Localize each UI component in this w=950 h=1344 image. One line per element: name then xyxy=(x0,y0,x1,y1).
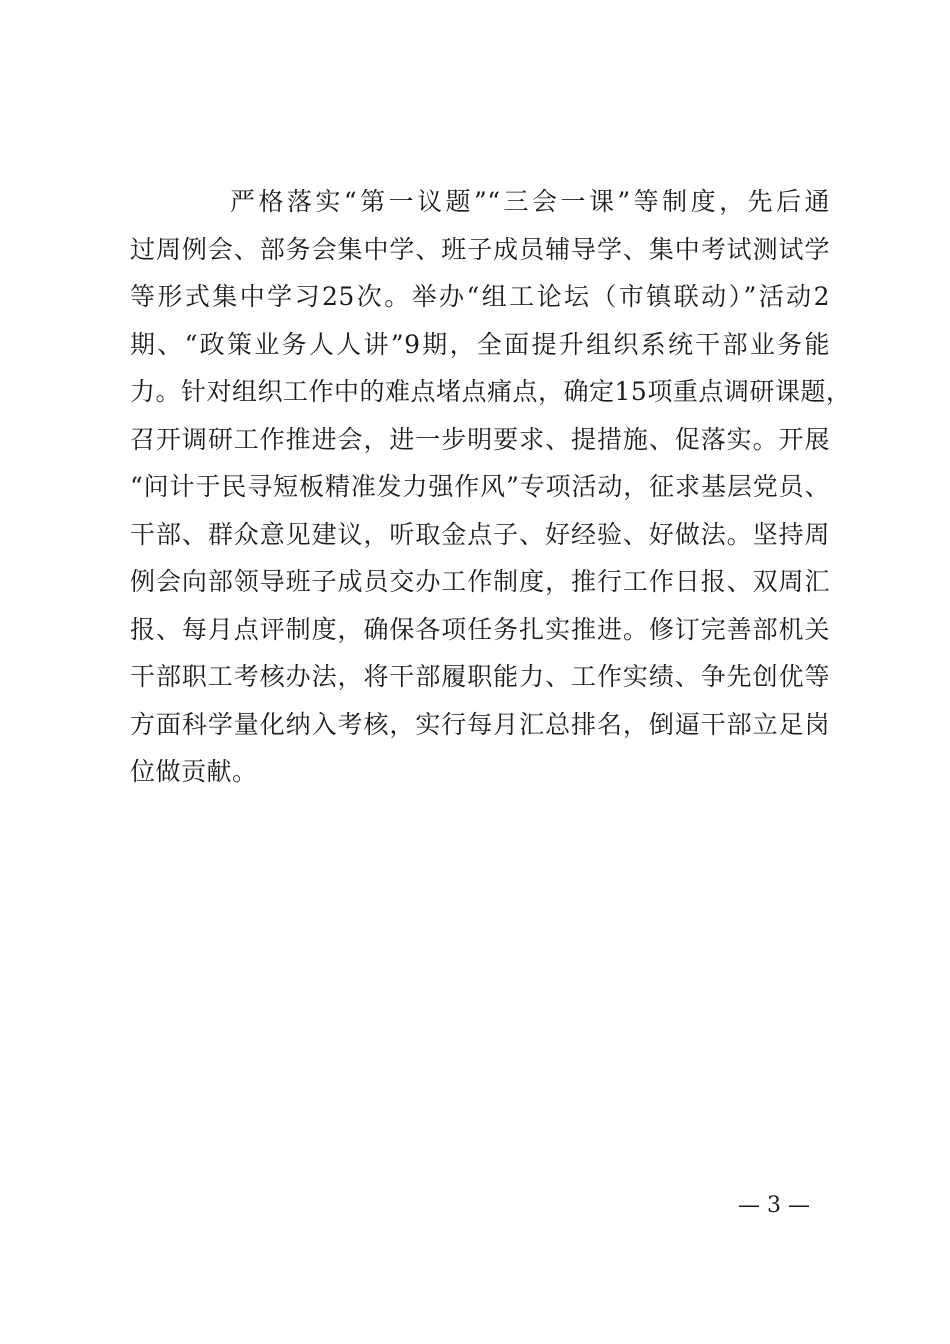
body-paragraph xyxy=(130,178,852,796)
paragraph-line: 严格落实“第一议题”“三会一课”等制度，先后通 xyxy=(230,187,830,216)
paragraph-line: 过周例会、部务会集中学、班子成员辅导学、集中考试测试学 xyxy=(130,234,830,264)
paragraph-line: 干部、群众意见建议，听取金点子、好经验、好做法。坚持周 xyxy=(130,519,830,549)
paragraph-line: 例会向部领导班子成员交办工作制度，推行工作日报、双周汇 xyxy=(130,567,830,596)
page-number: — 3 — xyxy=(738,1193,810,1218)
paragraph-line: 干部职工考核办法，将干部履职能力、工作实绩、争先创优等 xyxy=(130,662,830,691)
paragraph-line: 力。针对组织工作中的难点堵点痛点，确定15项重点调研课题， xyxy=(130,377,852,406)
paragraph-line: 报、每月点评制度，确保各项任务扎实推进。修订完善部机关 xyxy=(130,614,830,644)
paragraph-line: 召开调研工作推进会，进一步明要求、提措施、促落实。开展 xyxy=(130,424,830,454)
paragraph-line: “问计于民寻短板精准发力强作风”专项活动，征求基层党员、 xyxy=(130,472,830,501)
paragraph-line: 期、“政策业务人人讲”9期，全面提升组织系统干部业务能 xyxy=(130,329,830,359)
paragraph-line: 方面科学量化纳入考核，实行每月汇总排名，倒逼干部立足岗 xyxy=(130,709,830,739)
paragraph-line: 等形式集中学习25次。举办“组工论坛（市镇联动）”活动2 xyxy=(130,282,830,311)
paragraph-line: 位做贡献。 xyxy=(130,757,258,786)
